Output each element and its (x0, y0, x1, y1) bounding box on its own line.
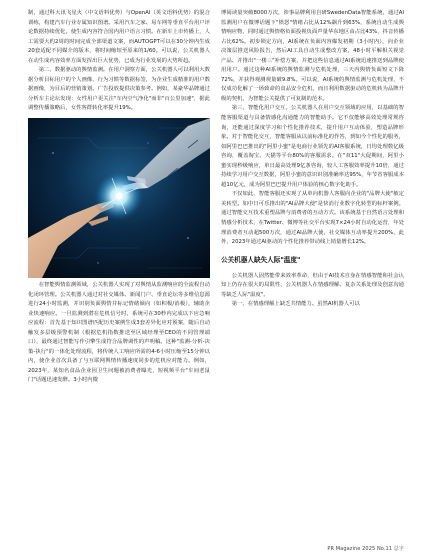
right-paragraph-3: 不仅如此，智能客服还实现了从单向机器人客服向企业的"品牌大使"敏定美转型。如中日可乐推出的"AI品牌大使"是快消行业数字化转型的标杆案例。通过智能交互技术重塑品牌与消费者的互动方式。该系统基于自然语言处理和情感分析技术，在Twitter、微博等社交平台实现7×24小时自动化运营，年处理消费者互动超500万次，通过AI品牌大使，社交媒体互动率提升200%，此外，2023年通过AI驱动的个性化推荐带动线上销量增长12%。 (221, 191, 404, 246)
section-heading: 公关机器人缺失人际"温度" (221, 255, 301, 264)
robot-human-hands-illustration (28, 118, 210, 278)
left-paragraph-3: 在智能舆情监测领域，公关机器人实现了对舆情从监测响应的全流程自动化闭环管理。公关机器人通过对社交媒体、新闻门户、垂直论坛等多维信息源进行24小时监测，并识别负面舆情并标记情绪倾向（如积极/消极），辅助企业快速响应。一旦监测到潜在危机信号时，系统可在30秒内完成以下应急响应流程：首先基于知识图谱匹配历史案例生成3套差异化应对预案，随后自动触发多层级预警机制（根据危机指数推送至区域经理至CEO的不同管理端口），最终通过智能写作引擎生成符合品牌调性的声明稿。这种"监测-分析-决策-执行"的一体化处理流程，将传统人工响应所需的4-6小时压缩至15分钟以内，使企业首次具备了与互联网舆情传播速度同步的危机应对能力。例如，2023年，某知名食品企业因卫生问题被消费者曝光，短视频平台"车间老鼠门"话题迅速发酵。3小时内微 (28, 282, 210, 384)
right-paragraph-5: 第一，在情感理解上缺乏共情能力。虽然AI机器人可以 (231, 301, 360, 308)
left-column (28, 9, 210, 386)
page-footer: PR Magazine 2025 No.11 总字 (327, 546, 404, 552)
right-paragraph-2: 第三，智能化用户交互。公关机器人在用户交互领域的应用，以基础的智能客服渠道与具备情感化沟通能力的智能助手。它不仅能够高效处理常规咨询，还能通过深度学习和个性化推荐技术，提升用户互动体验，塑造品牌形象。对于智能化交互，智能客服从以前标准化的作答，到如今个性化的服务，如阿里巴巴推出的"阿里小蜜"是电商行业领先的AI客服系统，日均处理数亿级咨询，覆盖淘宝、天猫等平台80%的客服需求。在"双11"大促期间，阿里小蜜实现秒级响应，单日最高处理9亿条咨询，较人工客服效率提升10倍，通过持续学习用户交互数据，阿里小蜜的意识识别准确率达95%，年节省客服成本超10亿元，成为阿里巴巴提升用户体验的核心数字化助手。 (221, 105, 404, 188)
left-paragraph-2: 第二，数据驱动的舆情监测。在用户洞察方面，公关机器人可以利用大数据分析目标用户的个人画像，行为习惯等数据标签，为企业生成精准的用户数据画像，为目后的营销策划、广告投放提供决策参考。例如，某豪华品牌通过分析车主论坛发现：女性用户更关注"车内空气净化"而非"百公里加速"，据此调整传播策略后，女性客群转化率提升19%。 (28, 67, 210, 112)
right-paragraph-1: 博阅读量突破8000万次，涉事品牌利用自研SwedenData智能系统，通过AI监测用户在微博话题下"愤怒"情绪占比从12%飙升到63%，系统自动生成舆情响应物，同时通过舆情格负面投视负面声量华东地区由占比43%，抖音传播占比62%。初步锁定方向，AI系统在负面内容爆发初期（3小时内），向企业决策层推送风险报告，然后AI工具自动生成整改方案，48小时平解相关视觉产品、并推出"一楼三"补偿方案，并把这些信息通过AI系统迅速推送到品牌使用用户。通过这种AI系统的舆情监测与危机处理，三天内舆情负面短文下降72%，并获得观测观量破9.8%。可以说，AI系统的舆情监测与危机处理，不仅成功化解了一场致命的食品安全危机，而且利用数据驱动的危机转为品牌升级的契机，为智能公关提供了可复制的范本。 (221, 10, 404, 102)
left-paragraph-1: 制，通过科大讯飞星火（中文语料优势）与OpenAI（英文语料优势）的混合训练，构建汽车行业专属知识图谱。采用汽车之家、易车网等垂直平台用户评论数据持续优化，使生成内容符合国内用户语言习惯。在新车上市传播上，人工需要大约2周的时间完成全部渠道文案，而AUTOGPT可以在30分钟内生成20套适配不同媒介的版本，将时间缩短至原来的1/60。可以说，公关机器人在动生成内容效率方面发挥出巨大优势，已成为行业发展的大势所趋。 (28, 10, 210, 64)
right-paragraph-4: 公关机器人固然能带来效率革命，但由于AI技术自身在情感智能和社会认知上仍存在很大的局限性，公关机器人在情感理解、复杂关系处理及创意沟通等缺乏人际"温度"。 (221, 272, 404, 298)
right-column (221, 9, 404, 310)
